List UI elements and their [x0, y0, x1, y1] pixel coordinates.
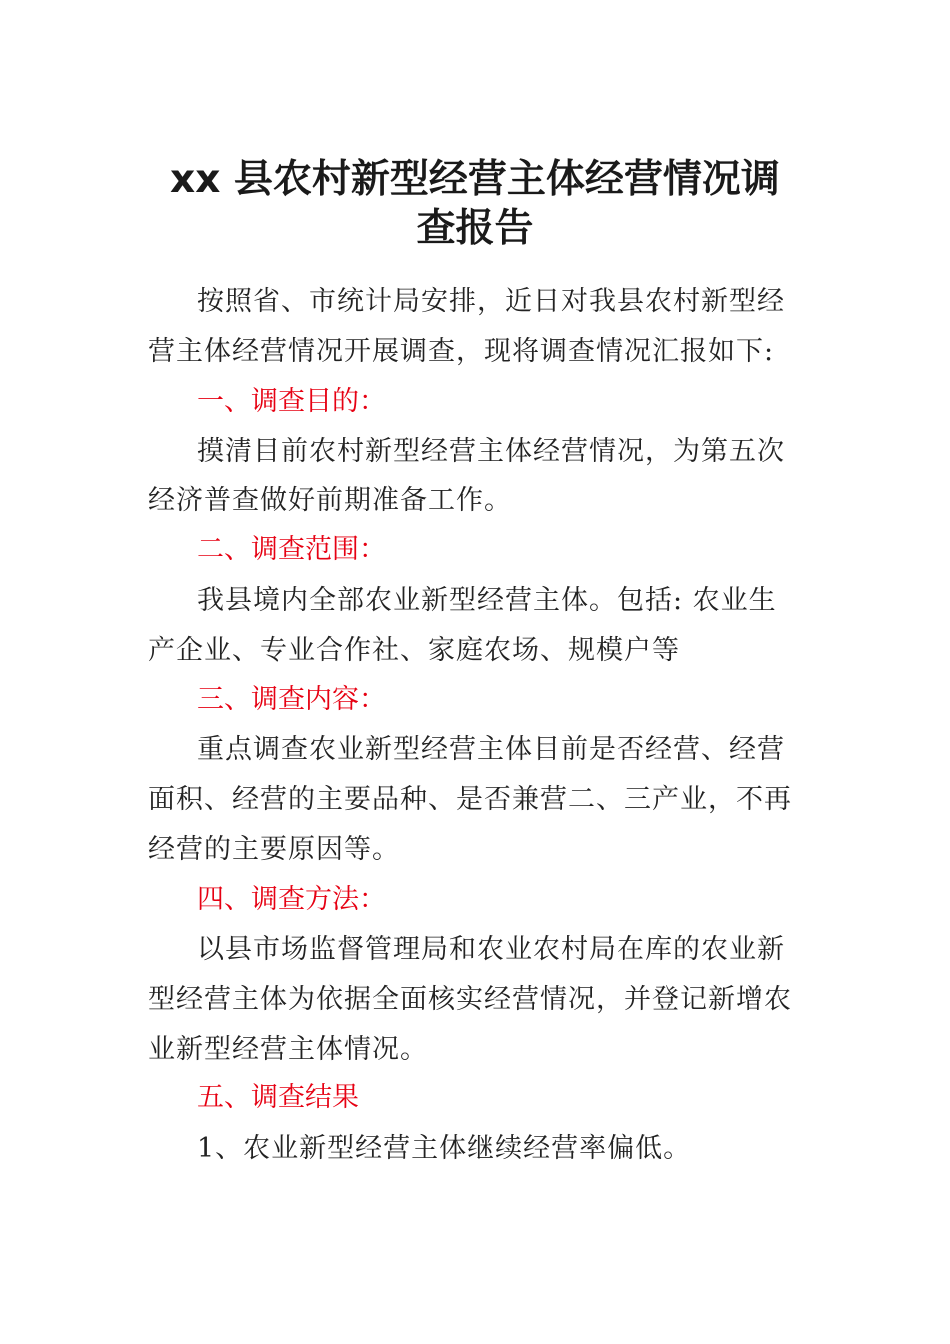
intro-paragraph-line-1: 按照省、市统计局安排，近日对我县农村新型经 — [197, 286, 785, 317]
section-purpose-line-1: 摸清目前农村新型经营主体经营情况，为第五次 — [197, 436, 785, 467]
section-purpose-line-2: 经济普查做好前期准备工作。 — [148, 485, 512, 516]
section-content-line-3: 经营的主要原因等。 — [148, 834, 400, 865]
section-method-line-1: 以县市场监督管理局和农业农村局在库的农业新 — [197, 934, 785, 965]
section-heading-scope: 二、调查范围： — [197, 534, 386, 565]
section-scope-line-1: 我县境内全部农业新型经营主体。包括: 农业生 — [197, 585, 777, 616]
section-heading-purpose: 一、调查目的： — [197, 386, 386, 417]
section-method-line-2: 型经营主体为依据全面核实经营情况，并登记新增农 — [148, 984, 792, 1015]
document-title-line-1: xx 县农村新型经营主体经营情况调 — [170, 157, 780, 202]
section-scope-line-2: 产企业、专业合作社、家庭农场、规模户等 — [148, 635, 680, 666]
section-content-line-2: 面积、经营的主要品种、是否兼营二、三产业，不再 — [148, 784, 792, 815]
section-content-line-1: 重点调查农业新型经营主体目前是否经营、经营 — [197, 734, 785, 765]
section-heading-result: 五、调查结果 — [197, 1082, 359, 1113]
section-heading-content: 三、调查内容： — [197, 684, 386, 715]
section-heading-method: 四、调查方法： — [197, 884, 386, 915]
intro-paragraph-line-2: 营主体经营情况开展调查，现将调查情况汇报如下: — [148, 336, 775, 367]
document-title-line-2: 查报告 — [416, 206, 534, 251]
section-result-line-1: 1、农业新型经营主体继续经营率偏低。 — [197, 1133, 692, 1164]
section-method-line-3: 业新型经营主体情况。 — [148, 1034, 428, 1065]
